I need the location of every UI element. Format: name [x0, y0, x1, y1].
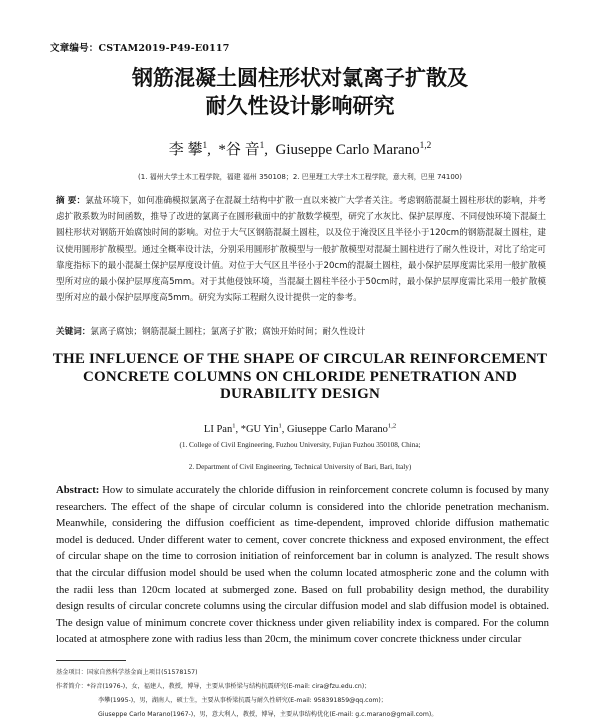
chinese-author-3: Giuseppe Carlo Marano — [275, 142, 420, 158]
chinese-authors: 李 攀$^1$, *谷 音$^1$, Giuseppe Carlo Marano$^{1,2}$ — [168, 141, 432, 158]
chinese-title-line-1: 钢筋混凝土圆柱形状对氯离子扩散及 — [132, 66, 468, 90]
chinese-author-1-affil: 1 — [202, 141, 208, 151]
footnote-author-info-2: 李攀(1995-)，男，湖南人，硕士生，主要从事桥梁抗震与耐久性研究(E-mail: 958391859@qq.com)； — [98, 697, 387, 704]
chinese-author-1: 李 攀 — [168, 142, 203, 158]
chinese-abstract-label: 摘 要： — [56, 196, 86, 206]
chinese-keywords-text: 氯离子腐蚀；钢筋混凝土圆柱；氯离子扩散；腐蚀开始时间；耐久性设计 — [90, 327, 366, 337]
english-title-line-2: CONCRETE COLUMNS ON CHLORIDE PENETRATION AND — [83, 368, 517, 385]
english-title-line-1: THE INFLUENCE OF THE SHAPE OF CIRCULAR REINFORCEMENT — [52, 351, 548, 367]
english-author-3-affil: 1,2 — [387, 422, 397, 430]
english-affiliation-1: (1. College of Civil Engineering, Fuzhou University, Fujian Fuzhou 350108, China; — [179, 441, 421, 449]
english-author-1: LI Pan — [203, 424, 233, 435]
chinese-keywords-label: 关键词： — [56, 327, 91, 337]
chinese-author-2-affil: 1 — [259, 141, 265, 151]
document-number: 文章编号：CSTAM2019-P49-E0117 — [50, 43, 230, 54]
footnote-author-info-1: 作者简介：*谷音(1976-)，女，福建人，教授，博导，主要从事桥梁与结构抗震研究(E-mail: cira@fzu.edu.cn)； — [56, 683, 371, 690]
footnote-divider — [56, 660, 126, 661]
english-abstract-label: Abstract: — [56, 484, 100, 496]
footnote-author-info-3: Giuseppe Carlo Marano(1967-)，男，意大利人，教授，博导，主要从事结构优化(E-mail: g.c.marano@gmail.com)。 — [98, 711, 438, 718]
chinese-abstract — [56, 193, 546, 306]
english-abstract — [56, 482, 549, 648]
chinese-abstract-text: 氯盐环境下，如何准确模拟氯离子在混凝土结构中扩散一直以来被广大学者关注。考虑钢筋混凝土圆柱形状的影响，并考虑扩散系数为时间函数，推导了改进的氯离子在圆形截面中的扩散数学模型，研究了水灰比、保护层厚度、不同侵蚀环境下混凝土圆柱形状对钢筋开始腐蚀时间的影响。对位于大气区钢筋混凝土圆柱，以及位于淹没区且半径小于120cm的钢筋混凝土圆柱，建议使用圆形扩散模型。通过全概率设计法，分别采用圆形扩散模型与一般扩散模型对混凝土圆柱进行了耐久性设计，对比了给定可靠度指标下的最小混凝土保护层厚度设计值。对位于大气区且半径小于20cm的混凝土圆柱，最小保护层厚度需比采用一般扩散模型所对应的最小保护层厚度高5mm。对于其他侵蚀环境，当混凝土圆柱半径小于50cm时，最小保护层厚度需比采用一般扩散模型所对应的最小保护层厚度高5mm。研究为实际工程耐久设计提供一定的参考。 — [56, 196, 546, 304]
chinese-keywords — [56, 324, 546, 340]
chinese-author-3-affil: 1,2 — [419, 141, 432, 151]
english-authors: LI Pan$^1$, *GU Yin$^1$, Giuseppe Carlo Marano$^{1,2}$ — [203, 422, 397, 435]
chinese-affiliation: (1. 福州大学土木工程学院，福建 福州 350108；2. 巴里理工大学土木工程学院，意大利，巴里 74100) — [138, 173, 462, 181]
english-title — [0, 351, 600, 404]
chinese-title-line-2: 耐久性设计影响研究 — [205, 94, 395, 118]
english-abstract-text: How to simulate accurately the chloride diffusion in reinforcement concrete column is focused by many researchers. The effect of the shape of circular column is considered into the chloride penetration mechanism. Meanwhile, considering the diffusion coefficient as time-dependent, improved chloride diffusion mathematic model is deduced. Under different water to cement, cover concrete thickness and exposed environment, the effect of circular shape on the time to corrosion initiation of reinforcement bar in column is analyzed. The result shows that the circular diffusion model should be used when the column located atmospheric zone and the column with the radii less than 120cm located at submerged zone. Based on full probability design method, the durability design results of circular concrete columns using the circular diffusion model and slab diffusion model is obtained. The design value of minimum concrete cover thickness under given reliability index is compared. For the column located at atmosphere zone with radius less than 20cm, the minimum cover concrete thickness under circular — [56, 484, 550, 646]
english-corresponding-mark: * — [240, 424, 246, 435]
chinese-author-2: 谷 音 — [225, 142, 260, 158]
footnote-fund: 基金项目：国家自然科学基金面上项目(51578157) — [56, 669, 198, 676]
english-author-2-affil: 1 — [278, 422, 282, 430]
english-title-line-3: DURABILITY DESIGN — [220, 386, 380, 402]
english-author-1-affil: 1 — [232, 422, 236, 430]
english-affiliation-2: 2. Department of Civil Engineering, Technical University of Bari, Bari, Italy) — [188, 463, 412, 471]
english-author-3: Giuseppe Carlo Marano — [287, 424, 388, 435]
corresponding-author-mark: * — [218, 142, 226, 158]
chinese-title — [0, 64, 600, 120]
english-author-2: GU Yin — [245, 424, 279, 435]
